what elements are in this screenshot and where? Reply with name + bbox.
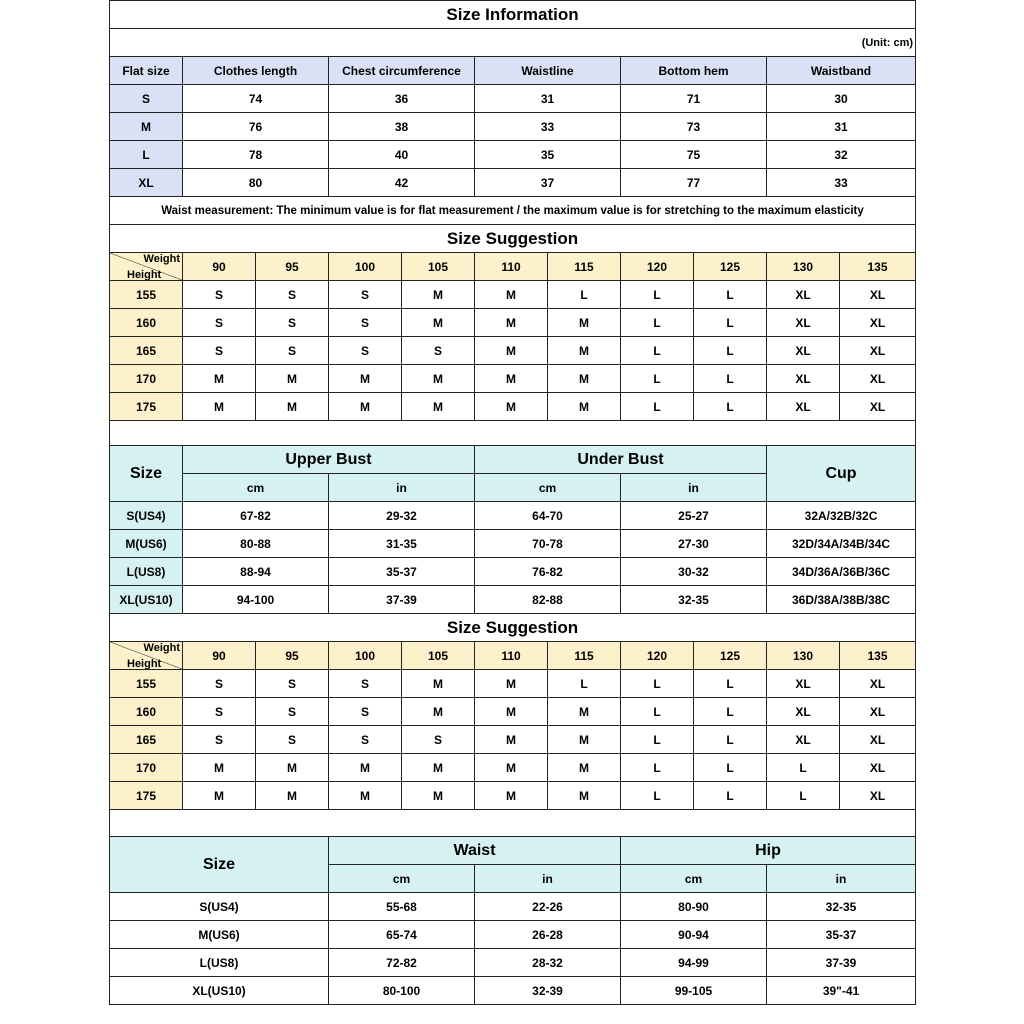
info-value: 75: [621, 141, 767, 169]
waisthip-value: 39"-41: [767, 977, 916, 1005]
bust-value: 80-88: [183, 530, 329, 558]
height-value: 170: [110, 365, 183, 393]
waisthip-size-header: Size: [110, 837, 329, 893]
hip-cm: cm: [621, 865, 767, 893]
suggested-size: L: [621, 365, 694, 393]
suggested-size: M: [475, 365, 548, 393]
info-value: 33: [767, 169, 916, 197]
suggested-size: S: [183, 309, 256, 337]
suggested-size: S: [256, 726, 329, 754]
height-value: 160: [110, 309, 183, 337]
suggested-size: M: [183, 365, 256, 393]
height-value: 155: [110, 281, 183, 309]
bust-value: 32A/32B/32C: [767, 502, 916, 530]
weight-value: 95: [256, 253, 329, 281]
suggested-size: M: [256, 365, 329, 393]
size-label: M: [110, 113, 183, 141]
info-value: 76: [183, 113, 329, 141]
suggested-size: XL: [767, 670, 840, 698]
info-value: 77: [621, 169, 767, 197]
suggested-size: L: [694, 726, 767, 754]
height-value: 175: [110, 782, 183, 810]
suggested-size: M: [256, 782, 329, 810]
info-value: 40: [329, 141, 475, 169]
height-value: 160: [110, 698, 183, 726]
suggested-size: M: [475, 393, 548, 421]
suggested-size: M: [475, 726, 548, 754]
suggested-size: L: [694, 670, 767, 698]
suggested-size: XL: [840, 698, 916, 726]
suggested-size: S: [256, 309, 329, 337]
suggested-size: L: [621, 782, 694, 810]
bust-value: 25-27: [621, 502, 767, 530]
info-value: 31: [475, 85, 621, 113]
suggested-size: L: [694, 309, 767, 337]
suggested-size: XL: [840, 337, 916, 365]
suggested-size: M: [402, 670, 475, 698]
info-value: 32: [767, 141, 916, 169]
unit-label: (Unit: cm): [110, 29, 916, 57]
weight-value: 100: [329, 253, 402, 281]
suggested-size: XL: [840, 726, 916, 754]
suggested-size: L: [621, 337, 694, 365]
suggested-size: M: [548, 337, 621, 365]
suggested-size: L: [621, 670, 694, 698]
info-value: 71: [621, 85, 767, 113]
weight-value: 100: [329, 642, 402, 670]
size-suggestion-title: Size Suggestion: [110, 225, 916, 253]
bust-value: 27-30: [621, 530, 767, 558]
size-chart-table: [109, 0, 916, 1005]
suggested-size: M: [183, 754, 256, 782]
size-label: S: [110, 85, 183, 113]
upper-bust-in: in: [329, 474, 475, 502]
weight-value: 125: [694, 253, 767, 281]
size-chart-sheet: [109, 0, 915, 1024]
weight-value: 120: [621, 253, 694, 281]
waisthip-value: 55-68: [329, 893, 475, 921]
suggested-size: XL: [840, 309, 916, 337]
height-label: Height: [127, 269, 162, 281]
suggested-size: S: [183, 698, 256, 726]
size-information-title: Size Information: [110, 1, 916, 29]
weight-value: 90: [183, 253, 256, 281]
suggested-size: S: [183, 281, 256, 309]
info-value: 33: [475, 113, 621, 141]
waist-in: in: [475, 865, 621, 893]
suggested-size: M: [475, 782, 548, 810]
height-value: 165: [110, 726, 183, 754]
bust-size-label: XL(US10): [110, 586, 183, 614]
suggested-size: S: [183, 337, 256, 365]
info-header: Waistline: [475, 57, 621, 85]
waisthip-value: 22-26: [475, 893, 621, 921]
suggested-size: M: [183, 782, 256, 810]
suggested-size: XL: [840, 393, 916, 421]
weight-height-corner: [110, 253, 183, 281]
bust-value: 29-32: [329, 502, 475, 530]
bust-value: 64-70: [475, 502, 621, 530]
suggested-size: S: [256, 281, 329, 309]
under-bust-in: in: [621, 474, 767, 502]
suggested-size: XL: [840, 670, 916, 698]
weight-value: 115: [548, 253, 621, 281]
suggested-size: M: [475, 670, 548, 698]
suggested-size: M: [183, 393, 256, 421]
suggested-size: S: [329, 281, 402, 309]
info-header: Clothes length: [183, 57, 329, 85]
bust-value: 70-78: [475, 530, 621, 558]
suggested-size: M: [402, 698, 475, 726]
waisthip-value: 37-39: [767, 949, 916, 977]
info-header: Bottom hem: [621, 57, 767, 85]
info-value: 74: [183, 85, 329, 113]
info-header: Chest circumference: [329, 57, 475, 85]
bust-value: 35-37: [329, 558, 475, 586]
waisthip-value: 80-100: [329, 977, 475, 1005]
waisthip-value: 80-90: [621, 893, 767, 921]
suggested-size: M: [329, 782, 402, 810]
suggested-size: L: [694, 281, 767, 309]
weight-value: 135: [840, 253, 916, 281]
bust-value: 32-35: [621, 586, 767, 614]
suggested-size: XL: [767, 365, 840, 393]
waisthip-size-label: L(US8): [110, 949, 329, 977]
info-value: 36: [329, 85, 475, 113]
suggested-size: L: [694, 698, 767, 726]
height-value: 165: [110, 337, 183, 365]
suggested-size: M: [402, 754, 475, 782]
height-value: 170: [110, 754, 183, 782]
info-header: Waistband: [767, 57, 916, 85]
weight-value: 125: [694, 642, 767, 670]
suggested-size: L: [548, 281, 621, 309]
suggested-size: M: [402, 393, 475, 421]
bust-value: 82-88: [475, 586, 621, 614]
suggested-size: M: [329, 754, 402, 782]
suggested-size: M: [548, 698, 621, 726]
suggested-size: L: [621, 726, 694, 754]
cup-header: Cup: [767, 446, 916, 502]
suggested-size: L: [767, 782, 840, 810]
info-value: 80: [183, 169, 329, 197]
bust-value: 31-35: [329, 530, 475, 558]
waisthip-value: 26-28: [475, 921, 621, 949]
waisthip-size-label: XL(US10): [110, 977, 329, 1005]
suggested-size: M: [475, 337, 548, 365]
weight-label: Weight: [143, 253, 180, 265]
suggested-size: S: [183, 670, 256, 698]
height-label: Height: [127, 658, 162, 670]
suggested-size: XL: [840, 365, 916, 393]
suggested-size: L: [694, 337, 767, 365]
height-value: 155: [110, 670, 183, 698]
suggested-size: XL: [767, 309, 840, 337]
waisthip-value: 94-99: [621, 949, 767, 977]
upper-bust-header: Upper Bust: [183, 446, 475, 474]
bust-size-label: L(US8): [110, 558, 183, 586]
bust-value: 67-82: [183, 502, 329, 530]
suggested-size: M: [548, 726, 621, 754]
waisthip-value: 35-37: [767, 921, 916, 949]
suggested-size: L: [548, 670, 621, 698]
spacer: [110, 421, 916, 446]
weight-value: 110: [475, 253, 548, 281]
suggested-size: S: [256, 698, 329, 726]
height-value: 175: [110, 393, 183, 421]
suggested-size: XL: [767, 337, 840, 365]
bust-size-label: S(US4): [110, 502, 183, 530]
suggested-size: S: [402, 726, 475, 754]
waisthip-size-label: S(US4): [110, 893, 329, 921]
suggested-size: M: [256, 393, 329, 421]
suggested-size: M: [329, 393, 402, 421]
waisthip-size-label: M(US6): [110, 921, 329, 949]
weight-label: Weight: [143, 642, 180, 654]
suggested-size: M: [548, 754, 621, 782]
weight-value: 115: [548, 642, 621, 670]
suggested-size: S: [402, 337, 475, 365]
waisthip-value: 90-94: [621, 921, 767, 949]
spacer: [110, 810, 916, 837]
suggested-size: M: [475, 281, 548, 309]
suggested-size: S: [329, 670, 402, 698]
suggested-size: XL: [767, 393, 840, 421]
weight-value: 95: [256, 642, 329, 670]
waisthip-value: 99-105: [621, 977, 767, 1005]
weight-height-corner: [110, 642, 183, 670]
bust-value: 32D/34A/34B/34C: [767, 530, 916, 558]
suggested-size: L: [621, 393, 694, 421]
suggested-size: M: [256, 754, 329, 782]
suggested-size: M: [402, 309, 475, 337]
info-value: 30: [767, 85, 916, 113]
waist-header: Waist: [329, 837, 621, 865]
waist-cm: cm: [329, 865, 475, 893]
suggested-size: M: [548, 393, 621, 421]
suggested-size: S: [329, 698, 402, 726]
suggested-size: L: [621, 754, 694, 782]
suggested-size: L: [694, 365, 767, 393]
suggested-size: S: [183, 726, 256, 754]
suggested-size: XL: [767, 698, 840, 726]
suggested-size: M: [548, 365, 621, 393]
suggested-size: L: [621, 698, 694, 726]
bust-size-label: M(US6): [110, 530, 183, 558]
suggested-size: L: [694, 782, 767, 810]
size-suggestion-title-2: Size Suggestion: [110, 614, 916, 642]
suggested-size: L: [767, 754, 840, 782]
waisthip-value: 32-35: [767, 893, 916, 921]
under-bust-header: Under Bust: [475, 446, 767, 474]
weight-value: 105: [402, 642, 475, 670]
weight-value: 135: [840, 642, 916, 670]
waisthip-value: 32-39: [475, 977, 621, 1005]
suggested-size: L: [621, 281, 694, 309]
suggested-size: M: [402, 365, 475, 393]
suggested-size: S: [256, 337, 329, 365]
upper-bust-cm: cm: [183, 474, 329, 502]
bust-value: 34D/36A/36B/36C: [767, 558, 916, 586]
under-bust-cm: cm: [475, 474, 621, 502]
suggested-size: S: [329, 337, 402, 365]
size-label: L: [110, 141, 183, 169]
bust-value: 88-94: [183, 558, 329, 586]
waisthip-value: 65-74: [329, 921, 475, 949]
suggested-size: S: [329, 309, 402, 337]
suggested-size: M: [329, 365, 402, 393]
suggested-size: L: [694, 754, 767, 782]
info-header: Flat size: [110, 57, 183, 85]
suggested-size: XL: [840, 782, 916, 810]
suggested-size: M: [475, 754, 548, 782]
size-label: XL: [110, 169, 183, 197]
info-value: 42: [329, 169, 475, 197]
weight-value: 130: [767, 253, 840, 281]
weight-value: 105: [402, 253, 475, 281]
info-value: 35: [475, 141, 621, 169]
bust-size-header: Size: [110, 446, 183, 502]
info-value: 78: [183, 141, 329, 169]
suggested-size: M: [475, 698, 548, 726]
info-value: 37: [475, 169, 621, 197]
weight-value: 120: [621, 642, 694, 670]
suggested-size: M: [402, 281, 475, 309]
suggested-size: XL: [840, 754, 916, 782]
waisthip-value: 28-32: [475, 949, 621, 977]
weight-value: 110: [475, 642, 548, 670]
hip-in: in: [767, 865, 916, 893]
bust-value: 76-82: [475, 558, 621, 586]
bust-value: 36D/38A/38B/38C: [767, 586, 916, 614]
suggested-size: XL: [767, 281, 840, 309]
suggested-size: S: [329, 726, 402, 754]
suggested-size: XL: [767, 726, 840, 754]
waist-note: Waist measurement: The minimum value is for flat measurement / the maximum value is for stretching to the maximum elasticity: [110, 197, 916, 225]
suggested-size: L: [694, 393, 767, 421]
suggested-size: XL: [840, 281, 916, 309]
suggested-size: S: [256, 670, 329, 698]
waisthip-value: 72-82: [329, 949, 475, 977]
suggested-size: M: [475, 309, 548, 337]
weight-value: 90: [183, 642, 256, 670]
suggested-size: M: [402, 782, 475, 810]
info-value: 31: [767, 113, 916, 141]
weight-value: 130: [767, 642, 840, 670]
hip-header: Hip: [621, 837, 916, 865]
bust-value: 94-100: [183, 586, 329, 614]
info-value: 73: [621, 113, 767, 141]
suggested-size: M: [548, 782, 621, 810]
info-value: 38: [329, 113, 475, 141]
bust-value: 30-32: [621, 558, 767, 586]
suggested-size: M: [548, 309, 621, 337]
bust-value: 37-39: [329, 586, 475, 614]
suggested-size: L: [621, 309, 694, 337]
